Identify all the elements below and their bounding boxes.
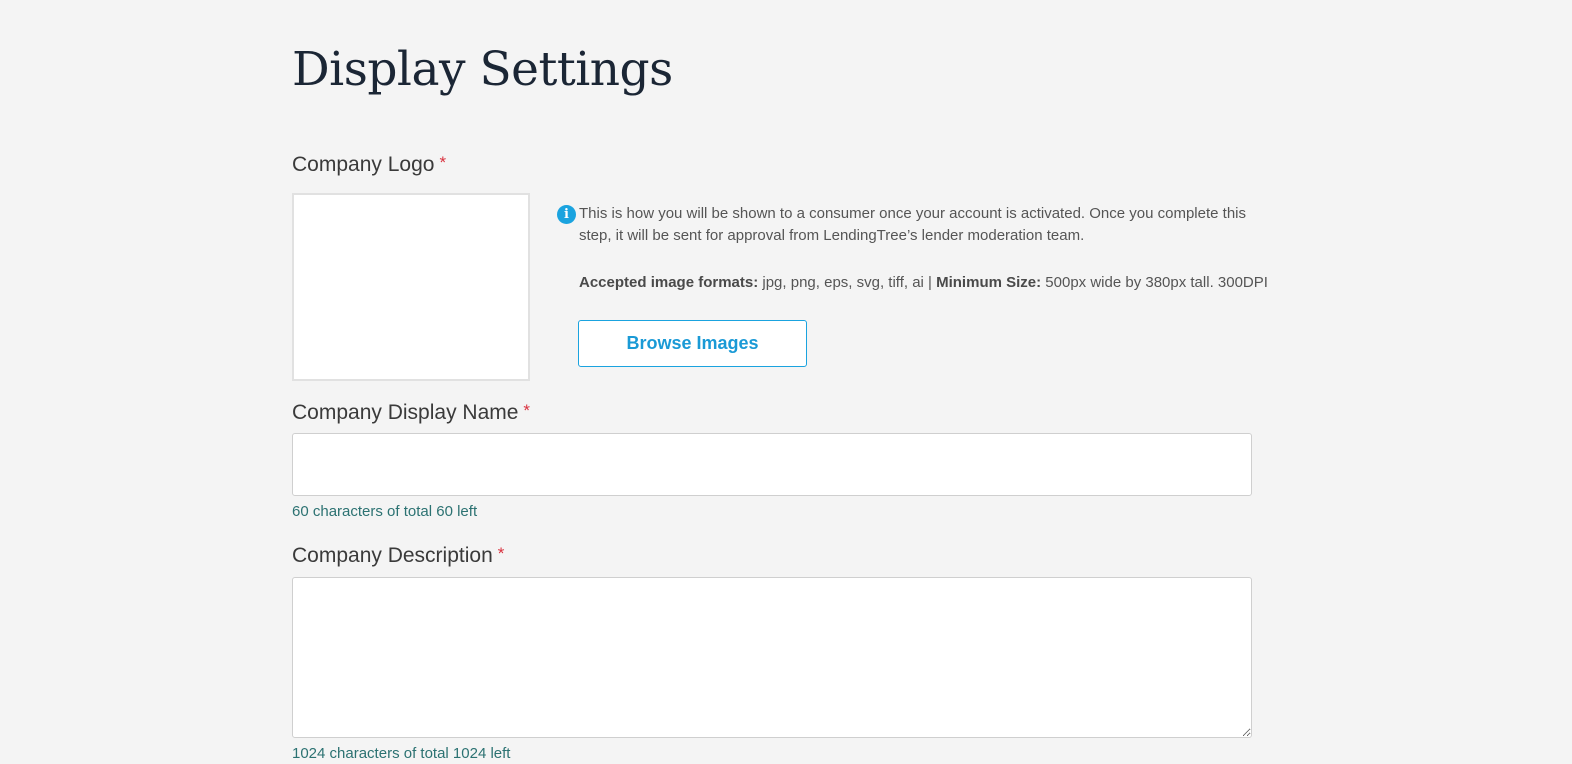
required-mark: *	[497, 544, 505, 563]
required-mark: *	[439, 153, 447, 172]
logo-preview	[292, 193, 530, 381]
image-requirements	[579, 272, 1269, 294]
company-logo-label-text: Company Logo	[292, 153, 435, 176]
company-display-name-label	[292, 400, 530, 426]
company-logo-label	[292, 152, 446, 178]
page-title: Display Settings	[292, 42, 673, 97]
description-char-count: 1024 characters of total 1024 left	[292, 745, 511, 762]
company-description-label-text: Company Description	[292, 544, 493, 567]
company-display-name-input[interactable]	[292, 433, 1252, 496]
min-size-value: 500px wide by 380px tall. 300DPI	[1041, 274, 1268, 291]
company-display-name-label-text: Company Display Name	[292, 401, 519, 424]
display-name-char-count: 60 characters of total 60 left	[292, 503, 478, 520]
company-description-textarea[interactable]	[292, 577, 1252, 738]
min-size-label: Minimum Size:	[936, 274, 1042, 291]
info-icon: i	[557, 205, 576, 224]
browse-images-button[interactable]: Browse Images	[578, 320, 807, 367]
formats-label: Accepted image formats:	[579, 274, 759, 291]
required-mark: *	[523, 401, 531, 420]
company-description-label	[292, 543, 504, 569]
logo-info-text: This is how you will be shown to a consumer once your account is activated. Once you complete this step, it will be sent for approval from LendingTree’s lender moderation team.	[579, 205, 1246, 244]
formats-value: jpg, png, eps, svg, tiff, ai |	[758, 274, 937, 291]
